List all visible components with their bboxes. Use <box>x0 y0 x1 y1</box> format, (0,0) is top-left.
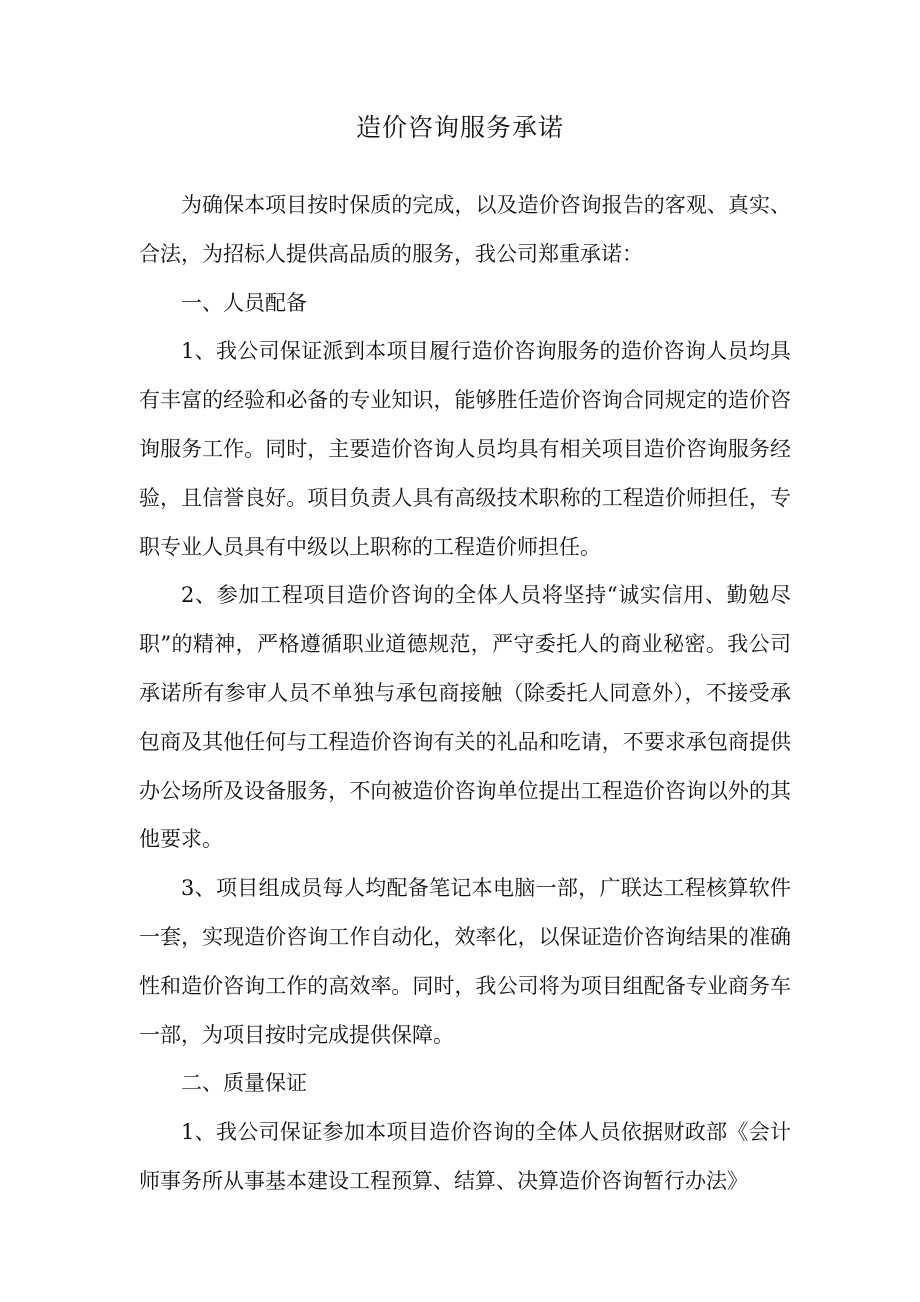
document-body <box>139 181 791 1206</box>
staffing-item-3: 3、项目组成员每人均配备笔记本电脑一部，广联达工程核算软件一套，实现造价咨询工作自动化，效率化，以保证造价咨询结果的准确性和造价咨询工作的高效率。同时，我公司将为项目组配备专业商务车一部，为项目按时完成提供保障。 <box>139 876 791 1047</box>
staffing-item-2: 2、参加工程项目造价咨询的全体人员将坚持“诚实信用、勤勉尽职”的精神，严格遵循职业道德规范，严守委托人的商业秘密。我公司承诺所有参审人员不单独与承包商接触（除委托人同意外），不接受承包商及其他任何与工程造价咨询有关的礼品和吃请，不要求承包商提供办公场所及设备服务，不向被造价咨询单位提出工程造价咨询以外的其他要求。 <box>139 583 791 852</box>
quality-item-1: 1、我公司保证参加本项目造价咨询的全体人员依据财政部《会计师事务所从事基本建设工程预算、结算、决算造价咨询暂行办法》 <box>139 1120 791 1193</box>
section-heading-staffing: 一、人员配备 <box>181 290 307 315</box>
staffing-item-1: 1、我公司保证派到本项目履行造价咨询服务的造价咨询人员均具有丰富的经验和必备的专业知识，能够胜任造价咨询合同规定的造价咨询服务工作。同时，主要造价咨询人员均具有相关项目造价咨询服务经验，且信誉良好。项目负责人具有高级技术职称的工程造价师担任，专职专业人员具有中级以上职称的工程造价师担任。 <box>139 339 791 559</box>
document-title: 造价咨询服务承诺 <box>355 113 564 142</box>
intro-paragraph: 为确保本项目按时保质的完成，以及造价咨询报告的客观、真实、合法，为招标人提供高品质的服务，我公司郑重承诺： <box>139 193 791 266</box>
section-heading-quality: 二、质量保证 <box>181 1071 307 1096</box>
